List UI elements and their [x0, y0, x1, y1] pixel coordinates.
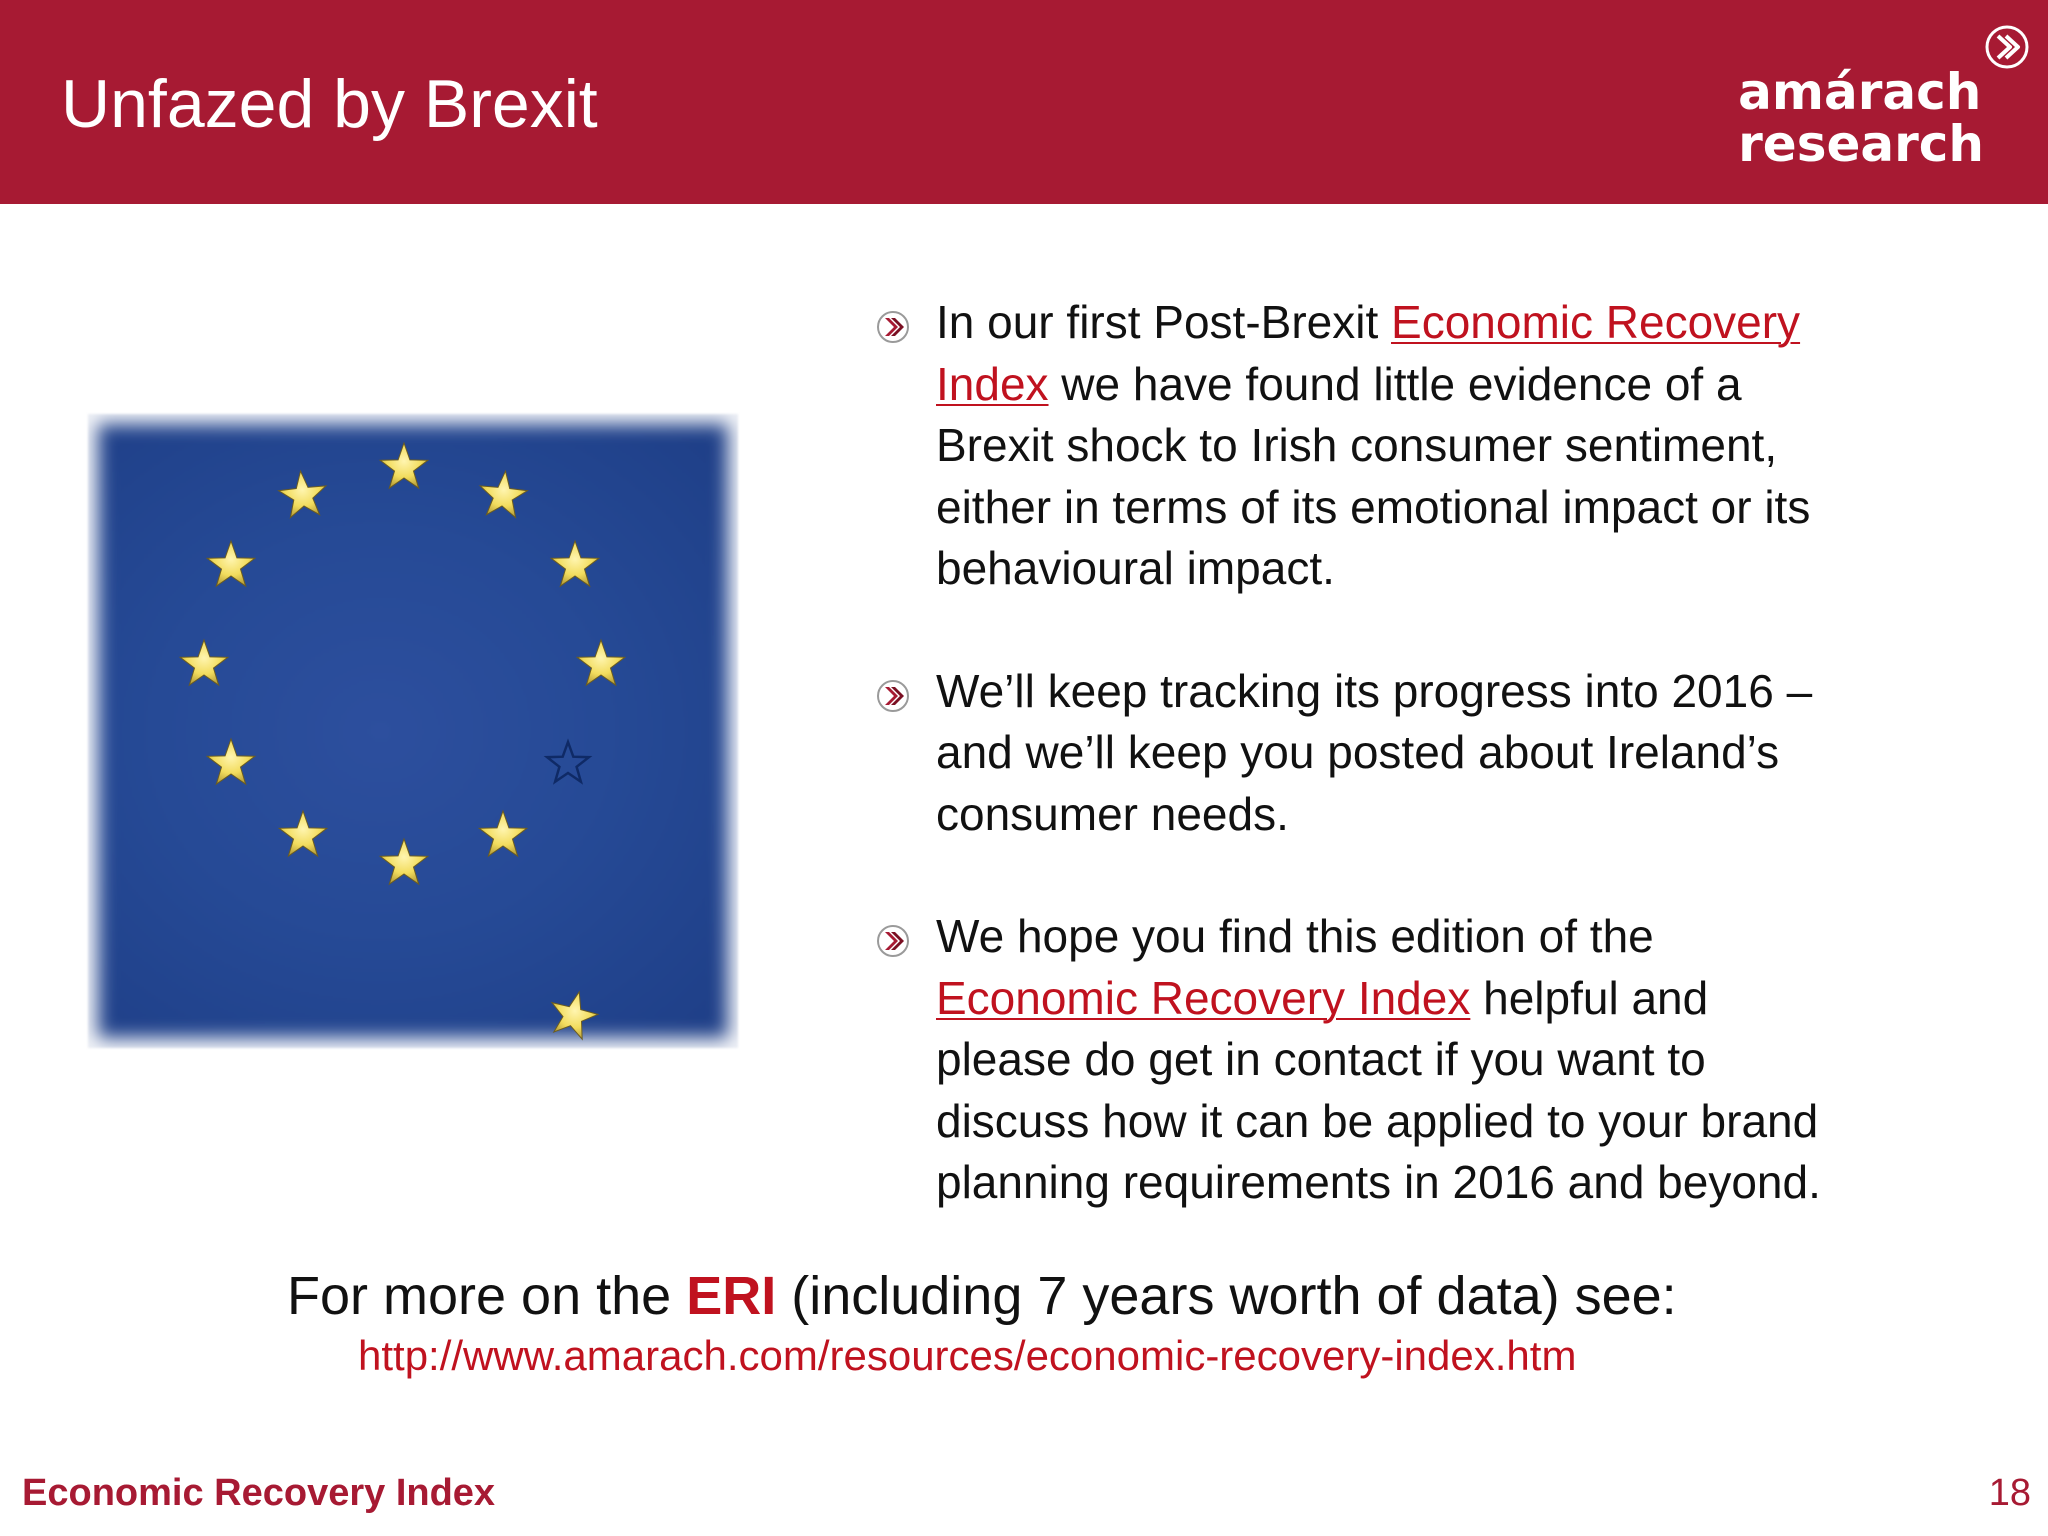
bullet-text: planning requirements in 2016 and beyond.	[936, 1156, 1821, 1208]
bullet-line	[936, 292, 2016, 354]
flag-star	[207, 739, 255, 784]
flag-star	[279, 811, 327, 856]
bullet-line	[936, 354, 2016, 416]
flag-star	[577, 640, 625, 685]
slide-title: Unfazed by Brexit	[61, 66, 598, 142]
eu-flag-photo	[88, 414, 738, 1048]
eri-highlight[interactable]: Economic Recovery Index	[936, 971, 1471, 1024]
logo-line-2: research	[1738, 115, 1984, 173]
bullet-line	[936, 538, 2016, 600]
more-prefix: For more on the	[287, 1266, 687, 1326]
bullet-text: behavioural impact.	[936, 542, 1335, 594]
flag-stars	[88, 414, 738, 1048]
bullet-line	[936, 1029, 2016, 1091]
bullet-item	[876, 906, 2016, 1214]
flag-star	[380, 443, 428, 488]
flag-star	[180, 640, 228, 685]
flag-star	[552, 992, 598, 1039]
eri-acronym: ERI	[686, 1266, 777, 1326]
bullet-text: please do get in contact if you want to	[936, 1033, 1706, 1085]
bullet-text: discuss how it can be applied to your brand	[936, 1094, 1819, 1147]
eri-highlight[interactable]: Index	[936, 357, 1049, 410]
bullet-line	[936, 906, 2016, 968]
flag-star	[279, 471, 326, 517]
eri-link[interactable]: http://www.amarach.com/resources/economic-recovery-index.htm	[358, 1332, 1577, 1379]
bullet-line	[936, 1152, 2016, 1214]
bullet-line	[936, 415, 2016, 477]
eri-highlight[interactable]: Economic Recovery	[1391, 296, 1801, 348]
flag-star	[479, 811, 527, 856]
bullet-list	[876, 292, 2016, 1214]
bullet-text: Brexit shock to Irish consumer sentiment,	[936, 419, 1778, 471]
bullet-line	[936, 968, 2016, 1030]
bullet-text: helpful and	[1470, 971, 1709, 1024]
chevron-bullet-icon	[876, 924, 910, 958]
bullet-line	[936, 722, 2016, 784]
page-number: 18	[1988, 1472, 2031, 1514]
bullet-text: consumer needs.	[936, 787, 1289, 840]
bullet-line	[936, 1091, 2016, 1153]
company-logo	[1740, 18, 2030, 178]
logo-line-1: amárach	[1738, 63, 1982, 121]
chevron-bullet-icon	[876, 310, 910, 344]
flag-star	[551, 541, 599, 586]
footer-label: Economic Recovery Index	[22, 1472, 496, 1514]
bullet-text: we have found little evidence of a	[1048, 357, 1742, 410]
missing-star-outline	[547, 742, 589, 782]
bullet-text: either in terms of its emotional impact or its	[936, 480, 1811, 533]
flag-star	[380, 839, 428, 884]
more-suffix: (including 7 years worth of data) see:	[776, 1266, 1677, 1326]
bullet-item	[876, 292, 2016, 600]
flag-star	[480, 471, 527, 517]
chevron-circle-icon	[1984, 24, 2030, 70]
bullet-line	[936, 784, 2016, 846]
bullet-line	[936, 661, 2016, 723]
chevron-bullet-icon	[876, 679, 910, 713]
bullet-text: and we’ll keep you posted about Ireland’s	[936, 726, 1780, 778]
bullet-text: We hope you find this edition of the	[936, 910, 1654, 962]
header-bar	[0, 0, 2048, 204]
bullet-text: In our first Post-Brexit	[936, 296, 1392, 348]
bullet-item	[876, 661, 2016, 846]
flag-star	[207, 541, 255, 586]
bullet-text: We’ll keep tracking its progress into 2016 –	[936, 664, 1813, 717]
bullet-line	[936, 477, 2016, 539]
